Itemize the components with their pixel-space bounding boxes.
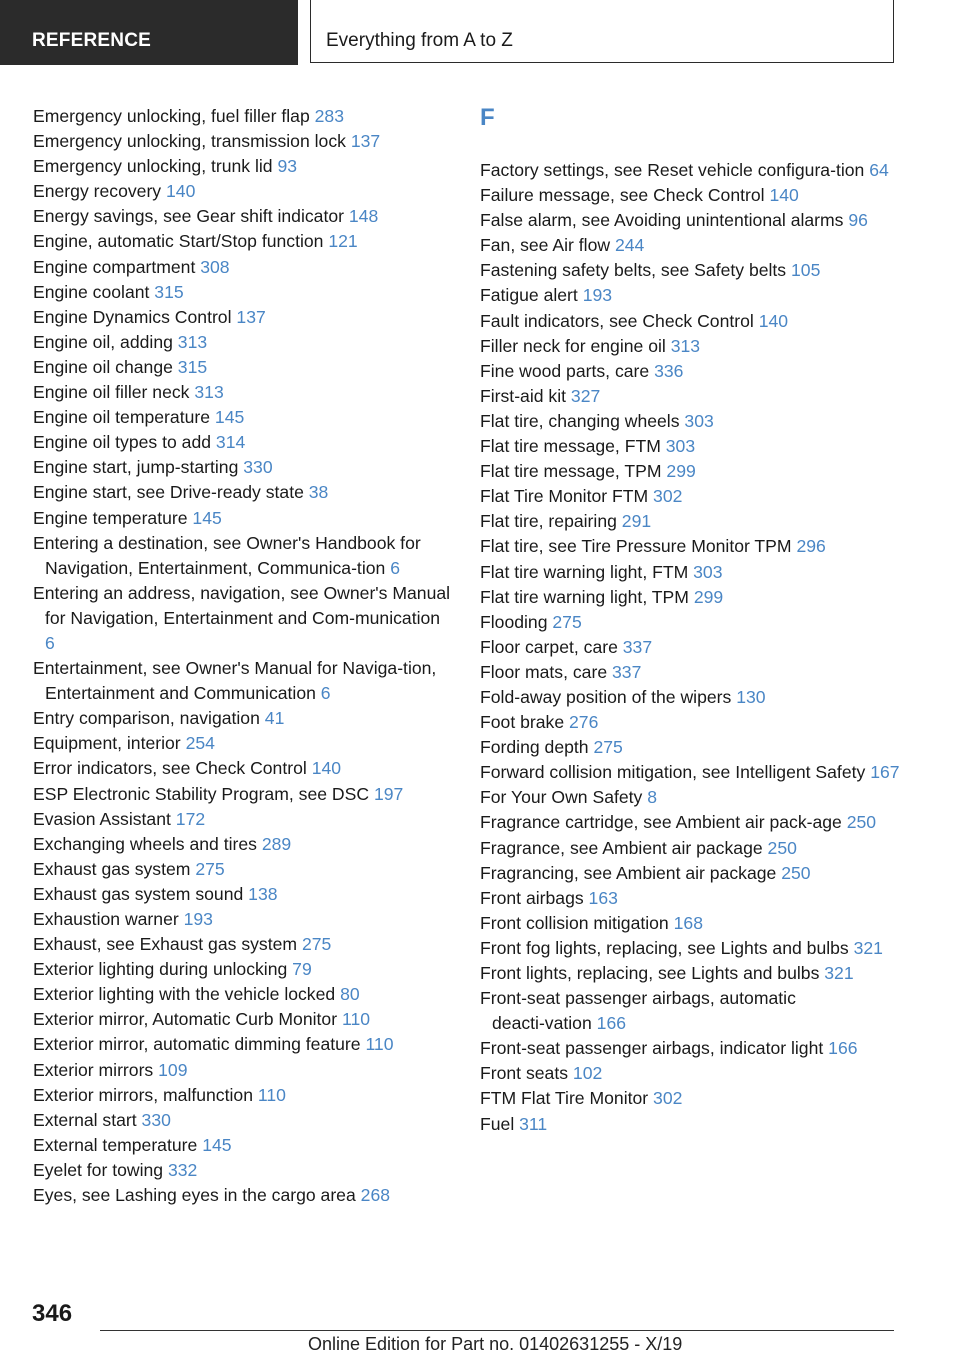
page-reference-link[interactable]: 268 [360,1185,391,1206]
index-entry [480,409,900,434]
index-entry [480,1086,900,1111]
entry-term: Front-seat passenger airbags, indicator light [480,1038,824,1059]
index-entry [33,756,453,781]
page-reference-link[interactable]: 163 [588,887,618,908]
entry-term: Exchanging wheels and tires [33,833,257,854]
index-column-left [33,104,453,1208]
page-reference-link[interactable]: 276 [569,712,599,733]
page-reference-link[interactable]: 315 [177,356,208,377]
page-reference-link[interactable]: 145 [214,407,245,428]
page-reference-link[interactable]: 250 [846,812,877,833]
index-entry [480,986,900,1036]
index-entry [480,233,900,258]
footer-rule [100,1330,894,1331]
entry-term: Exterior lighting during unlocking [33,959,288,980]
entry-term: Engine compartment [33,256,196,277]
page-reference-link[interactable]: 130 [736,686,766,707]
entry-term: Exterior mirror, automatic dimming feature [33,1034,361,1055]
page-reference-link[interactable]: 121 [328,231,358,252]
entry-term: FTM Flat Tire Monitor [480,1088,649,1109]
index-entry [480,208,900,233]
page-reference-link[interactable]: 6 [390,557,400,578]
page-reference-link[interactable]: 275 [593,737,623,758]
index-entry [33,957,453,982]
entry-term: Engine start, jump-starting [33,457,239,478]
entry-term: Flat tire warning light, TPM [480,586,689,607]
page-reference-link[interactable]: 321 [853,937,883,958]
page-reference-link[interactable]: 302 [653,1088,683,1109]
entry-term: Foot brake [480,712,565,733]
index-entry [480,560,900,585]
page-reference-link[interactable]: 313 [177,331,208,352]
page-reference-link[interactable]: 303 [684,410,714,431]
page-reference-link[interactable]: 291 [621,511,652,532]
index-entry [33,1032,453,1057]
page-reference-link[interactable]: 244 [614,235,645,256]
index-entry [480,183,900,208]
entry-term: Front seats [480,1063,569,1084]
index-entry [33,229,453,254]
entry-term: Fragrancing, see Ambient air package [480,862,777,883]
entry-term: Evasion Assistant [33,808,171,829]
entry-term: External temperature [33,1134,198,1155]
page-reference-link[interactable]: 140 [311,758,342,779]
page-reference-link[interactable]: 6 [320,683,331,704]
page-reference-link[interactable]: 332 [167,1159,198,1180]
index-entry [480,610,900,635]
page-reference-link[interactable]: 289 [261,833,292,854]
index-entry [480,258,900,283]
page-reference-link[interactable]: 275 [301,934,332,955]
entry-term: Exterior mirrors [33,1059,154,1080]
page-reference-link[interactable]: 321 [824,963,854,983]
page-reference-link[interactable]: 6 [45,632,55,653]
index-entry [33,1083,453,1108]
index-entry [33,706,453,731]
header-title: Everything from A to Z [326,30,513,51]
page-reference-link[interactable]: 172 [175,808,206,829]
page-reference-link[interactable]: 138 [248,883,278,904]
page-reference-link[interactable]: 337 [622,636,653,657]
page-reference-link[interactable]: 79 [292,959,312,980]
page-number: 346 [32,1300,73,1327]
page-reference-link[interactable]: 96 [848,210,868,231]
entry-term: Exterior lighting with the vehicle locked [33,984,336,1005]
entry-term: Fine wood parts, care [480,360,650,381]
entry-term: Exhaust gas system sound [33,883,244,904]
entry-term: Energy savings, see Gear shift indicator [33,206,344,227]
page-reference-link[interactable]: 315 [154,281,184,302]
page-reference-link[interactable]: 330 [141,1109,171,1130]
section-label: REFERENCE [32,30,151,51]
index-entry [33,982,453,1007]
entry-term: Fragrance, see Ambient air package [480,837,763,858]
index-entry [33,907,453,932]
entry-term: Fan, see Air flow [480,235,611,256]
page-reference-link[interactable]: 110 [257,1084,286,1105]
page-reference-link[interactable]: 254 [185,733,215,754]
page-reference-link[interactable]: 38 [308,482,329,503]
page-reference-link[interactable]: 303 [665,436,696,457]
page-reference-link[interactable]: 168 [673,912,703,933]
entry-term: Fold-away position of the wipers [480,686,732,707]
page-reference-link[interactable]: 283 [314,106,344,126]
entry-term: Flat tire warning light, FTM [480,561,689,582]
index-entry [480,710,900,735]
index-entry [33,1183,453,1208]
page-reference-link[interactable]: 275 [195,858,225,879]
page-reference-link[interactable]: 93 [277,156,298,177]
entry-term: For Your Own Safety [480,787,643,808]
page-reference-link[interactable]: 250 [781,862,811,883]
index-entry [33,731,453,756]
page-reference-link[interactable]: 110 [341,1009,371,1030]
index-entry [33,330,453,355]
index-entry [480,735,900,760]
index-entry [33,430,453,455]
page-reference-link[interactable]: 140 [769,185,799,206]
entry-term: Fragrance cartridge, see Ambient air pack‑age [480,812,842,833]
page-reference-link[interactable]: 336 [654,360,684,381]
entry-term: ESP Electronic Stability Program, see DSC [33,783,370,804]
entry-term: Filler neck for engine oil [480,335,666,356]
page-reference-link[interactable]: 166 [828,1038,858,1059]
index-entry [480,760,900,785]
index-entry [480,1112,900,1137]
index-entry [33,380,453,405]
page-reference-link[interactable]: 299 [666,461,696,482]
entry-term: Engine oil, adding [33,331,173,352]
index-entry [480,309,900,334]
index-entry [480,359,900,384]
entry-term: Exterior mirror, Automatic Curb Monitor [33,1009,338,1030]
index-entry [33,355,453,380]
page-reference-link[interactable]: 330 [243,457,273,478]
entry-term: Exhaust, see Exhaust gas system [33,934,298,955]
entry-term: Engine coolant [33,281,150,302]
page-reference-link[interactable]: 314 [215,432,246,453]
entry-term: False alarm, see Avoiding unintentional alarms [480,210,844,231]
entry-term: Engine Dynamics Control [33,306,232,327]
index-entry [33,480,453,505]
index-entry [480,785,900,810]
entry-term: Flooding [480,611,548,632]
index-entry [33,656,453,706]
index-entry [33,129,453,154]
page-reference-link[interactable]: 105 [791,260,821,281]
page-reference-link[interactable]: 337 [612,661,642,682]
entry-term: Emergency unlocking, trunk lid [33,156,273,177]
entry-term: Front lights, replacing, see Lights and bulbs [480,963,820,983]
entry-term: Flat tire, repairing [480,511,617,532]
index-entry [480,509,900,534]
entry-term: Fault indicators, see Check Control [480,310,754,331]
page-reference-link[interactable]: 299 [693,586,724,607]
page-reference-link[interactable]: 275 [552,611,582,632]
index-entry [480,484,900,509]
page-reference-link[interactable]: 311 [519,1113,548,1134]
page-reference-link[interactable]: 41 [264,708,285,729]
index-entry [480,534,900,559]
entry-term: Entering an address, navigation, see Owner's Manual for Navigation, Entertainment and Com‑munication [33,582,451,628]
entry-term: Emergency unlocking, transmission lock [33,131,346,152]
entry-term: Fastening safety belts, see Safety belts [480,260,787,281]
entry-term: Flat tire message, FTM [480,436,661,457]
page-reference-link[interactable]: 109 [158,1059,188,1080]
index-entry [33,255,453,280]
entry-term: Flat tire message, TPM [480,461,662,482]
index-entry [33,1133,453,1158]
entry-term: Forward collision mitigation, see Intelligent Safety [480,762,866,783]
entry-term: Engine start, see Drive-ready state [33,482,304,503]
page-reference-link[interactable]: 145 [202,1134,232,1155]
entry-term: Front airbags [480,887,584,908]
index-entry [480,660,900,685]
entry-term: Entertainment, see Owner's Manual for Naviga‑tion, Entertainment and Communication [33,658,437,704]
page-reference-link[interactable]: 80 [340,984,360,1005]
entry-term: Exterior mirrors, malfunction [33,1084,253,1105]
page-reference-link[interactable]: 166 [596,1013,627,1034]
index-entry [480,459,900,484]
page-reference-link[interactable]: 250 [767,837,797,858]
page-reference-link[interactable]: 8 [647,787,658,808]
index-entry [480,384,900,409]
index-entry [33,1158,453,1183]
page-reference-link[interactable]: 110 [365,1034,394,1055]
index-entry [480,635,900,660]
entry-term: Energy recovery [33,181,162,202]
entry-term: Failure message, see Check Control [480,185,765,206]
index-entry [480,585,900,610]
page-reference-link[interactable]: 327 [570,385,601,406]
page-reference-link[interactable]: 145 [192,507,222,528]
index-entry [33,1058,453,1083]
index-entry [480,911,900,936]
page-reference-link[interactable]: 197 [373,783,404,804]
entry-term: Floor mats, care [480,661,608,682]
page-reference-link[interactable]: 148 [348,206,379,227]
entry-term: External start [33,1109,137,1130]
entry-term: Engine oil types to add [33,432,212,453]
index-entry [33,154,453,179]
entry-term: Flat Tire Monitor FTM [480,486,649,507]
index-entry [480,434,900,459]
entry-term: Flat tire, see Tire Pressure Monitor TPM [480,536,792,557]
entry-term: Engine oil change [33,356,173,377]
index-list-right [480,158,900,1137]
header-title-box [310,0,894,63]
index-entry [480,283,900,308]
page-reference-link[interactable]: 167 [870,762,900,783]
index-entry [33,506,453,531]
index-entry [33,455,453,480]
page-reference-link[interactable]: 193 [183,909,213,929]
page-reference-link[interactable]: 313 [194,382,224,403]
index-entry [33,782,453,807]
index-entry [480,334,900,359]
entry-term: Flat tire, changing wheels [480,410,680,431]
entry-term: Exhaust gas system [33,858,191,879]
page-reference-link[interactable]: 102 [572,1063,603,1084]
page-reference-link[interactable]: 140 [758,310,789,331]
page-reference-link[interactable]: 193 [582,285,613,306]
entry-term: Engine oil filler neck [33,382,190,403]
entry-term: Error indicators, see Check Control [33,758,307,779]
page-reference-link[interactable]: 308 [200,256,230,277]
index-entry [480,936,900,961]
entry-term: Fording depth [480,737,589,758]
page-reference-link[interactable]: 137 [350,131,381,152]
entry-term: Engine temperature [33,507,188,528]
entry-term: Emergency unlocking, fuel filler flap [33,106,310,126]
entry-term: Engine oil temperature [33,407,211,428]
entry-term: Entry comparison, navigation [33,708,260,729]
entry-term: Eyelet for towing [33,1159,164,1180]
entry-term: Eyes, see Lashing eyes in the cargo area [33,1185,356,1206]
page-reference-link[interactable]: 302 [653,486,683,507]
entry-term: Front collision mitigation [480,912,669,933]
index-entry [33,405,453,430]
index-entry [33,204,453,229]
index-entry [480,685,900,710]
index-entry [480,810,900,835]
entry-term: Engine, automatic Start/Stop function [33,231,324,252]
page-reference-link[interactable]: 303 [693,561,723,582]
index-entry [33,305,453,330]
index-entry [33,581,453,656]
entry-term: Front fog lights, replacing, see Lights and bulbs [480,937,849,958]
section-letter: F [480,104,495,131]
index-entry [480,886,900,911]
page-reference-link[interactable]: 137 [236,306,266,327]
index-entry [33,832,453,857]
index-entry [33,882,453,907]
entry-term: First-aid kit [480,385,567,406]
page-reference-link[interactable]: 64 [869,160,889,180]
edition-note: Online Edition for Part no. 01402631255 - X/19 [308,1334,683,1354]
index-entry [480,1061,900,1086]
index-entry [33,1108,453,1133]
entry-term: Equipment, interior [33,733,181,754]
index-entry [33,1007,453,1032]
entry-term: Fuel [480,1113,515,1134]
section-tab [0,0,298,65]
index-entry [33,857,453,882]
entry-term: Factory settings, see Reset vehicle configura‑tion [480,160,865,180]
index-entry [33,932,453,957]
index-entry [480,1036,900,1061]
index-entry [480,961,900,986]
index-entry [480,836,900,861]
index-entry [33,531,453,581]
page-reference-link[interactable]: 313 [670,335,701,356]
entry-term: Floor carpet, care [480,636,618,657]
page-reference-link[interactable]: 140 [166,181,196,202]
index-entry [33,104,453,129]
page-reference-link[interactable]: 296 [796,536,826,557]
index-column-right [480,104,900,1137]
index-entry [33,807,453,832]
index-entry [33,179,453,204]
index-entry [480,861,900,886]
index-entry [33,280,453,305]
entry-term: Front-seat passenger airbags, automatic deacti‑vation [480,988,796,1034]
entry-term: Fatigue alert [480,285,578,306]
index-entry [480,158,900,183]
entry-term: Entering a destination, see Owner's Handbook for Navigation, Entertainment, Communica‑tion [33,532,421,578]
entry-term: Exhaustion warner [33,909,179,929]
